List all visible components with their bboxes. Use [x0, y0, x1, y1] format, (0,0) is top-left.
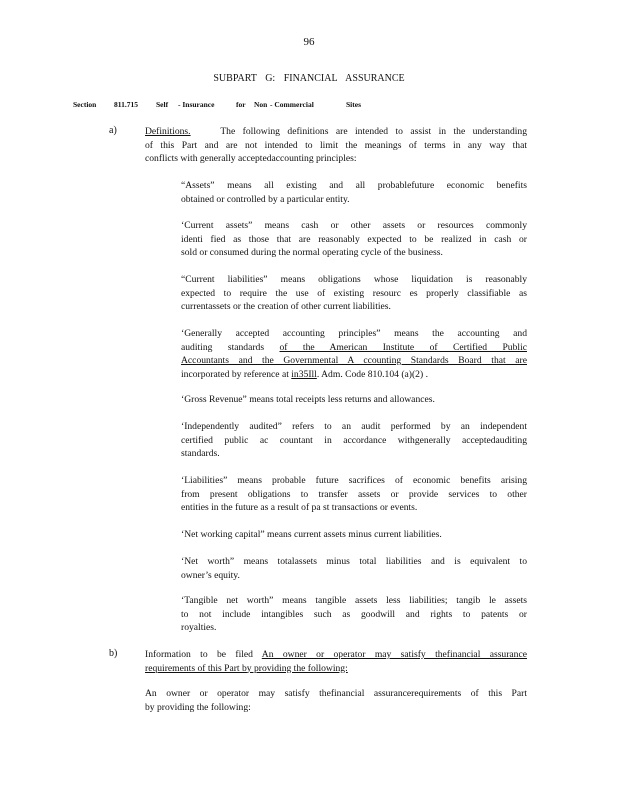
paragraph-line: ‘Independently audited” refers to an audit performed by an independent	[181, 421, 527, 432]
section-title-part: - Commercial	[270, 100, 314, 109]
page-number: 96	[303, 36, 315, 48]
inserted-text: requirements of this Part by providing the following:	[145, 662, 348, 674]
paragraph-line: ‘Generally accepted accounting principles” means the accounting and	[181, 328, 527, 339]
paragraph-line: ‘Tangible net worth” means tangible assets less liabilities; tangib le assets	[181, 595, 527, 606]
item-a-label: a)	[109, 125, 117, 136]
paragraph-line: standards.	[181, 448, 220, 459]
paragraph-line: from present obligations to transfer assets or provide services to other	[181, 488, 527, 500]
line-text: auditing standards	[181, 341, 280, 353]
paragraph-line	[181, 354, 527, 368]
paragraph-line: royalties.	[181, 622, 217, 633]
definition-current-assets	[181, 219, 527, 260]
section-heading	[0, 100, 618, 112]
line-text: incorporated by reference at	[181, 368, 292, 380]
paragraph-line: ‘Net worth” means totalassets minus total liabilities and is equivalent to	[181, 556, 527, 567]
definitions-heading: Definitions.	[145, 126, 191, 137]
paragraph-line: owner’s equity.	[181, 569, 240, 581]
paragraph-line: of this Part and are not intended to limit the meanings of terms in any way that	[145, 139, 527, 151]
inserted-text: Accountants and the Governmental A ccounting Standards Board that are	[181, 355, 527, 366]
section-number: 811.715	[114, 100, 138, 109]
paragraph-line	[181, 341, 527, 355]
paragraph-line	[181, 368, 527, 382]
item-b-label: b)	[109, 648, 118, 659]
paragraph-line	[145, 648, 527, 662]
paragraph-line: ‘Current assets” means cash or other assets or resources commonly	[181, 220, 527, 231]
definition-independently-audited	[181, 420, 527, 461]
inserted-text: of the American Institute of Certified Public	[279, 341, 527, 353]
paragraph-line: sold or consumed during the normal operating cycle of the business.	[181, 247, 443, 258]
paragraph-line: currentassets or the creation of other current liabilities.	[181, 301, 391, 312]
item-b-paragraph	[145, 687, 527, 714]
paragraph-line	[145, 125, 527, 139]
inserted-text: in35Ill	[291, 368, 317, 380]
paragraph-line: entities in the future as a result of pa st transactions or events.	[181, 502, 418, 513]
definition-gaap	[181, 327, 527, 381]
definition-net-working-capital	[181, 528, 527, 542]
line-text: . Adm. Code 810.104 (a)(2) .	[316, 368, 428, 380]
paragraph-line: expected to require the use of existing resourc es properly classifiable as	[181, 287, 527, 299]
paragraph-line: by providing the following:	[145, 701, 251, 713]
paragraph-line	[145, 662, 527, 676]
paragraph-line: obtained or controlled by a particular entity.	[181, 193, 350, 205]
paragraph-line: An owner or operator may satisfy thefinancial assurancerequirements of this Part	[145, 688, 527, 699]
section-title-part: Non	[254, 100, 268, 109]
definition-liabilities	[181, 474, 527, 515]
definition-gross-revenue	[181, 393, 527, 407]
section-title-part: Sites	[346, 100, 361, 109]
paragraph-line: ‘Net working capital” means current assets minus current liabilities.	[181, 529, 442, 540]
paragraph-line: ‘Gross Revenue” means total receipts less returns and allowances.	[181, 394, 435, 405]
item-b-heading	[145, 648, 527, 675]
paragraph-line: identi fied as those that are reasonably expected to be realized in cash or	[181, 233, 527, 245]
line-text: The following definitions are intended to assist in the understanding	[220, 126, 527, 137]
section-label: Section	[73, 100, 97, 109]
paragraph-line: to not include intangibles such as goodwill and rights to patents or	[181, 608, 527, 620]
definition-tangible-net-worth	[181, 594, 527, 635]
line-text: Information to be filed	[145, 649, 262, 660]
paragraph-line: certified public ac countant in accordance withgenerally acceptedauditing	[181, 434, 527, 446]
subpart-title: SUBPART G: FINANCIAL ASSURANCE	[213, 73, 405, 84]
paragraph-line: conflicts with generally acceptedaccounting principles:	[145, 153, 357, 164]
paragraph-line: ‘Liabilities” means probable future sacrifices of economic benefits arising	[181, 475, 527, 486]
definition-current-liabilities	[181, 273, 527, 314]
definition-net-worth	[181, 555, 527, 582]
section-title-part: for	[236, 100, 246, 109]
paragraph-line: “Current liabilities” means obligations whose liquidation is reasonably	[181, 274, 527, 285]
section-title-part: Self	[156, 100, 169, 109]
section-title-part: - Insurance	[178, 100, 215, 109]
paragraph-line: “Assets” means all existing and all probablefuture economic benefits	[181, 180, 527, 191]
item-a-paragraph	[145, 125, 527, 166]
inserted-text: An owner or operator may satisfy thefinancial assurance	[261, 649, 527, 660]
definition-assets	[181, 179, 527, 206]
